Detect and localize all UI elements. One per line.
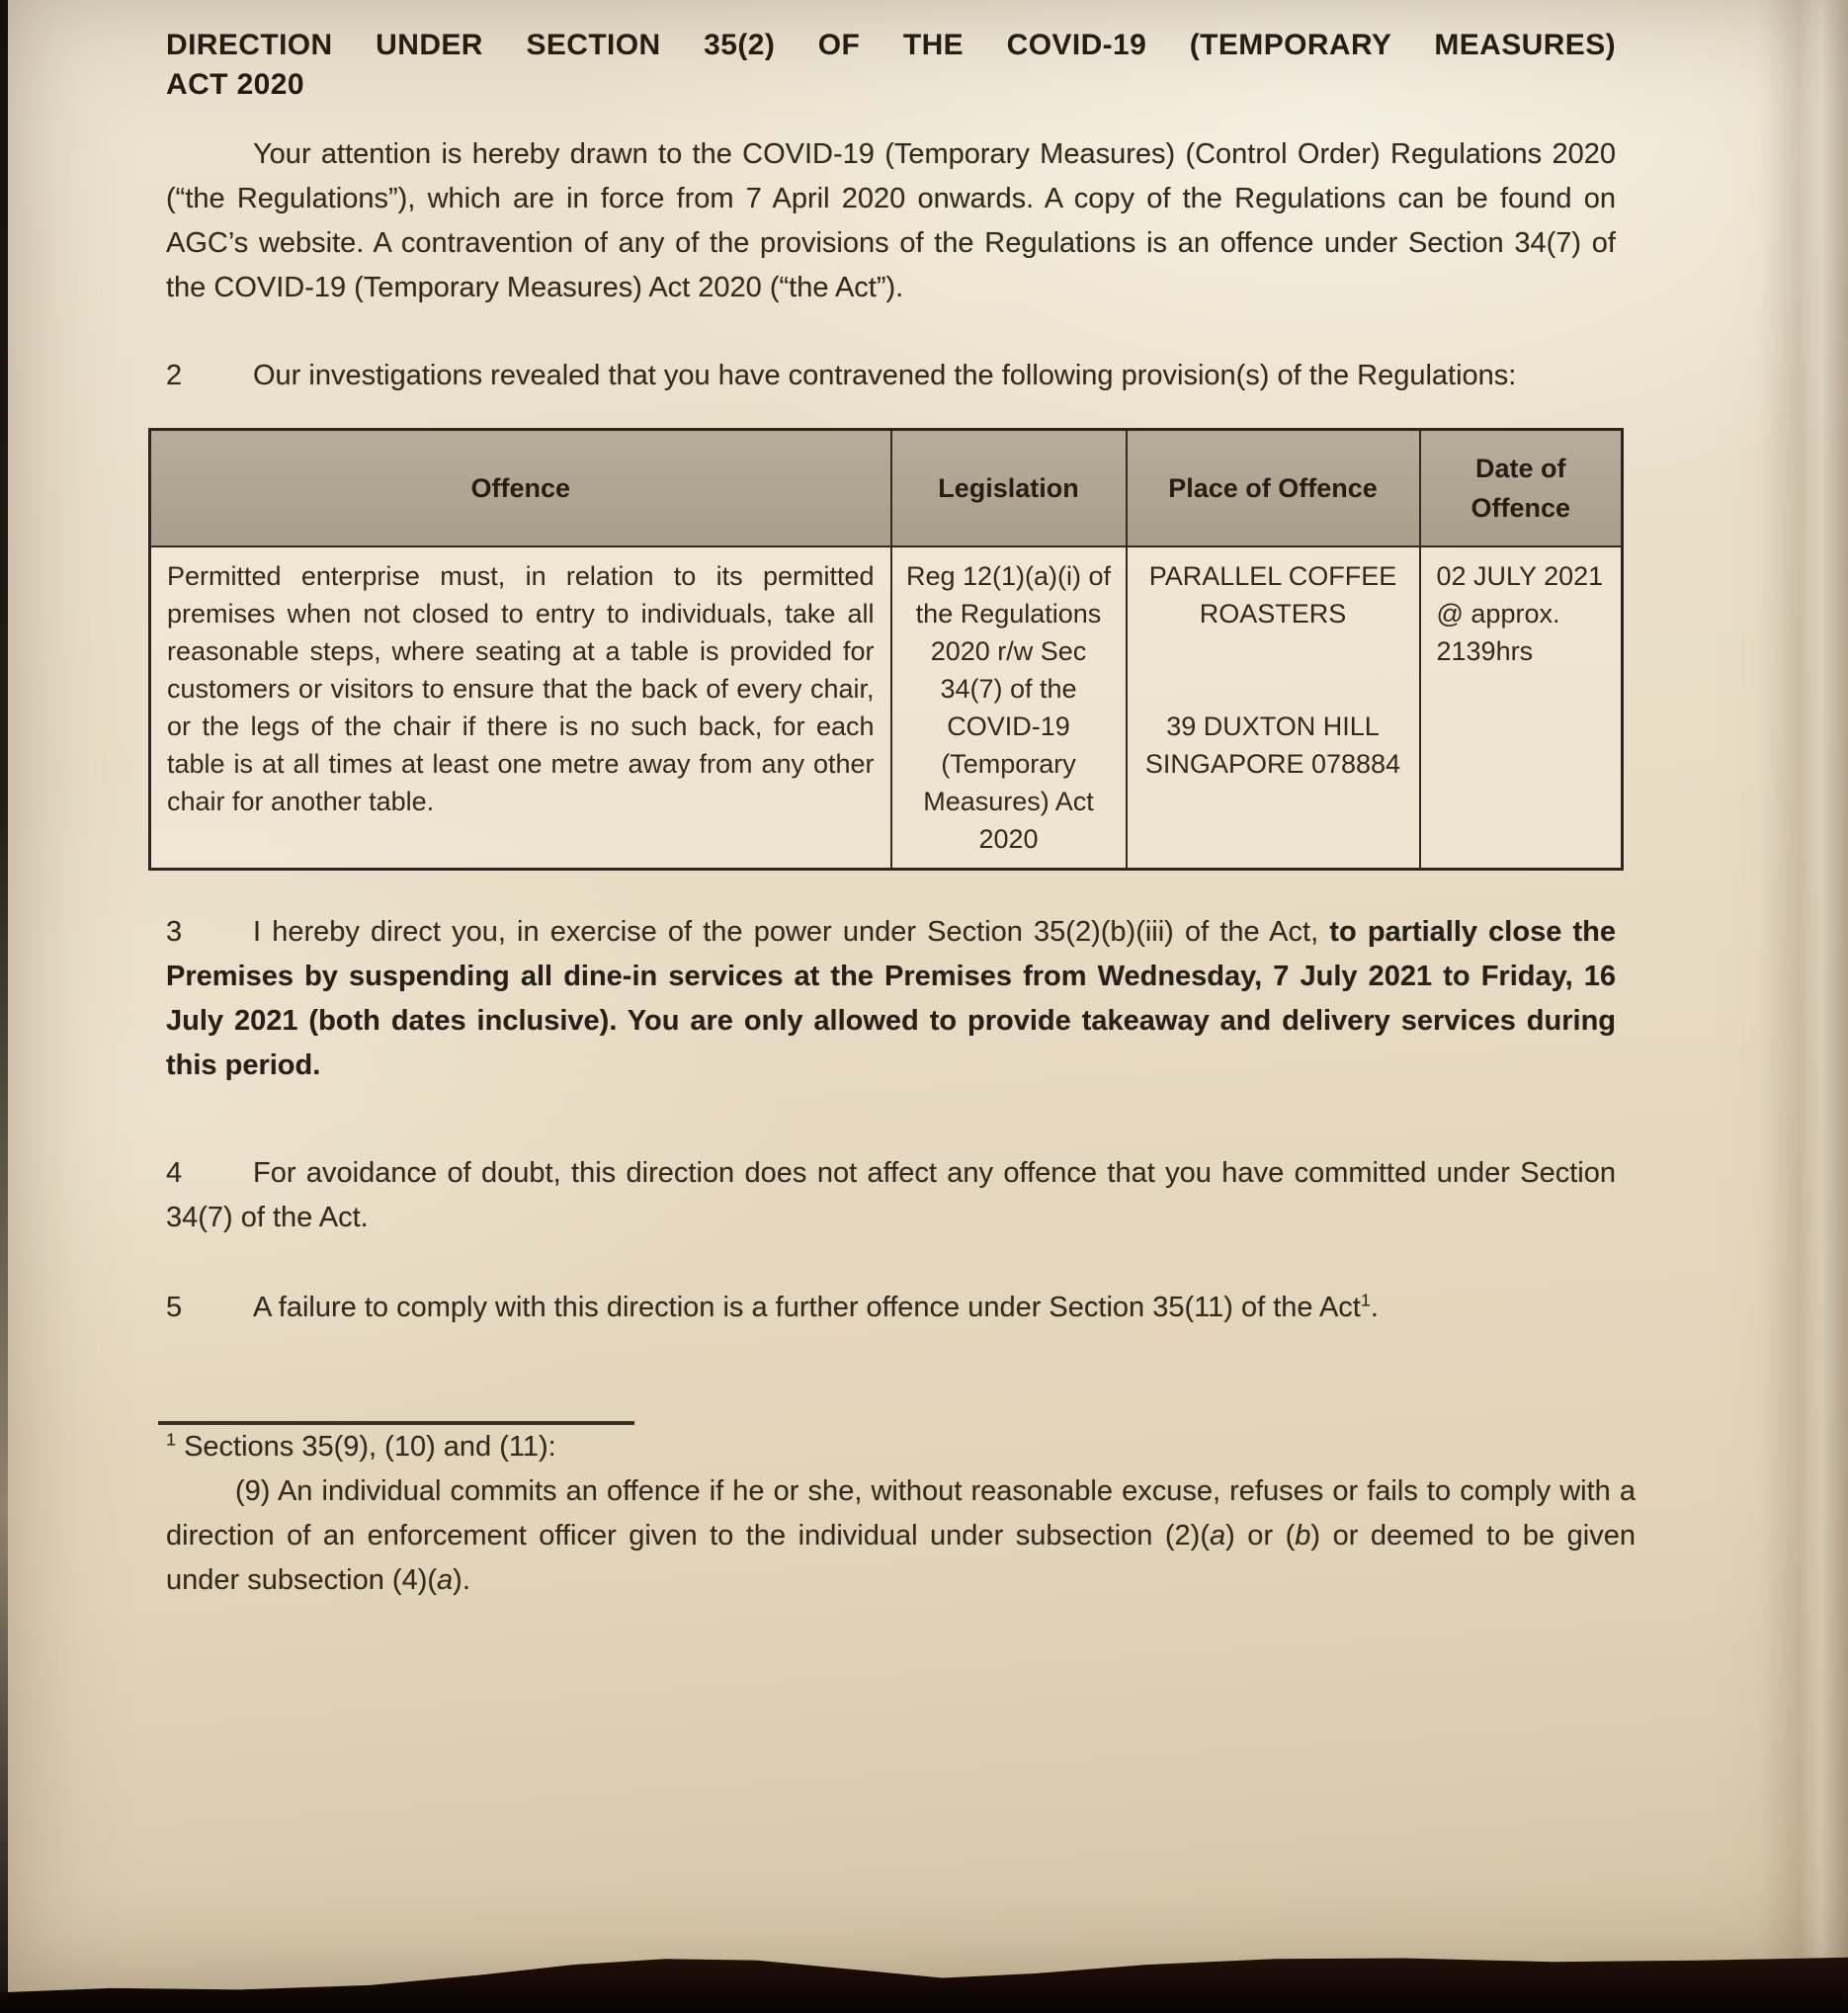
- paragraph-3: [166, 910, 1616, 1088]
- place-gap: [1137, 632, 1409, 708]
- footnote-reference: 1: [1360, 1290, 1371, 1310]
- footnote-9-italic-b: b: [1295, 1520, 1311, 1552]
- footnote-9-text-1: (9) An individual commits an offence if he or she, without reasonable excuse, refuses or fails to comply with a direction of an enforcement officer given to the individual under subsection (2)(: [166, 1475, 1636, 1552]
- footnote-section-9: [166, 1469, 1636, 1603]
- footnote-9-italic-a1: a: [1210, 1520, 1226, 1552]
- paper-fold-shadow: [1759, 0, 1848, 2013]
- offence-table-header-row: [150, 430, 1623, 547]
- paragraph-4-text: For avoidance of doubt, this direction does not affect any offence that you have committed under Section 34(7) of the Act.: [166, 1157, 1616, 1233]
- footnote-heading-text: Sections 35(9), (10) and (11):: [184, 1431, 556, 1463]
- header-place-of-offence: Place of Offence: [1127, 430, 1420, 547]
- footnote-heading: [166, 1425, 1616, 1469]
- paragraph-4-number: 4: [166, 1157, 183, 1189]
- paragraph-1: [166, 132, 1616, 310]
- cell-offence-description: Permitted enterprise must, in relation to its permitted premises when not closed to entry to individuals, take all reasonable steps, where seating at a table is provided for customers or visitors to ensure that the back of every chair, or the legs of the chair if there is no such back, for each table is at all times at least one metre away from any other chair for another table.: [150, 546, 891, 870]
- paragraph-1-text: Your attention is hereby drawn to the COVID-19 (Temporary Measures) (Control Order) Regulations 2020 (“the Regulations”), which are in force from 7 April 2020 onwards. A copy of the Regulations can be found on AGC’s website. A contravention of any of the provisions of the Regulations is an offence under Section 34(7) of the COVID-19 (Temporary Measures) Act 2020 (“the Act”).: [166, 138, 1616, 303]
- footnote-9-text-4: ).: [453, 1564, 470, 1596]
- footnote-marker: 1: [166, 1429, 176, 1450]
- footnote-9-text-3: ) or deemed to be given under subsection (4)(: [166, 1520, 1636, 1596]
- paragraph-2: [166, 354, 1616, 398]
- header-legislation: Legislation: [891, 430, 1127, 547]
- photo-left-edge: [0, 0, 8, 2013]
- document-title-line2: ACT 2020: [166, 68, 304, 101]
- paragraph-2-text: Our investigations revealed that you have contravened the following provision(s) of the Regulations:: [253, 360, 1517, 391]
- place-address: 39 DUXTON HILL SINGAPORE 078884: [1144, 712, 1401, 779]
- footnote-9-text-2: ) or (: [1225, 1520, 1296, 1552]
- paragraph-2-number: 2: [166, 360, 183, 391]
- paragraph-3-text: I hereby direct you, in exercise of the power under Section 35(2)(b)(iii) of the Act,: [253, 916, 1330, 948]
- document-title: [166, 26, 1616, 105]
- paragraph-3-bold-direction: to partially close the Premises by suspending all dine-in services at the Premises from Wednesday, 7 July 2021 to Friday, 16 July 2021 (both dates inclusive). You are only allowed to provide takeaway and delivery services during this period.: [166, 916, 1616, 1081]
- paragraph-5-period: .: [1370, 1292, 1379, 1323]
- cell-legislation: Reg 12(1)(a)(i) of the Regulations 2020 r/w Sec 34(7) of the COVID-19 (Temporary Measures) Act 2020: [891, 546, 1127, 870]
- photo-bottom-dark-edge: [0, 1940, 1848, 2013]
- paragraph-5-number: 5: [166, 1292, 183, 1323]
- document-title-line1: DIRECTION UNDER SECTION 35(2) OF THE COVID-19 (TEMPORARY MEASURES): [166, 29, 1616, 61]
- paragraph-4: [166, 1151, 1616, 1240]
- header-offence: Offence: [150, 430, 891, 547]
- paragraph-5: [166, 1286, 1616, 1330]
- offence-table: [148, 428, 1624, 871]
- header-date-of-offence: Date of Offence: [1420, 430, 1623, 547]
- cell-place-of-offence: [1127, 546, 1420, 870]
- place-name: PARALLEL COFFEE ROASTERS: [1148, 561, 1397, 629]
- paragraph-3-number: 3: [166, 916, 183, 948]
- offence-table-row: [150, 546, 1623, 870]
- footnote-9-italic-a2: a: [437, 1564, 454, 1596]
- cell-date-of-offence: 02 JULY 2021 @ approx. 2139hrs: [1420, 546, 1623, 870]
- paragraph-5-text: A failure to comply with this direction is a further offence under Section 35(11) of the Act: [253, 1292, 1361, 1323]
